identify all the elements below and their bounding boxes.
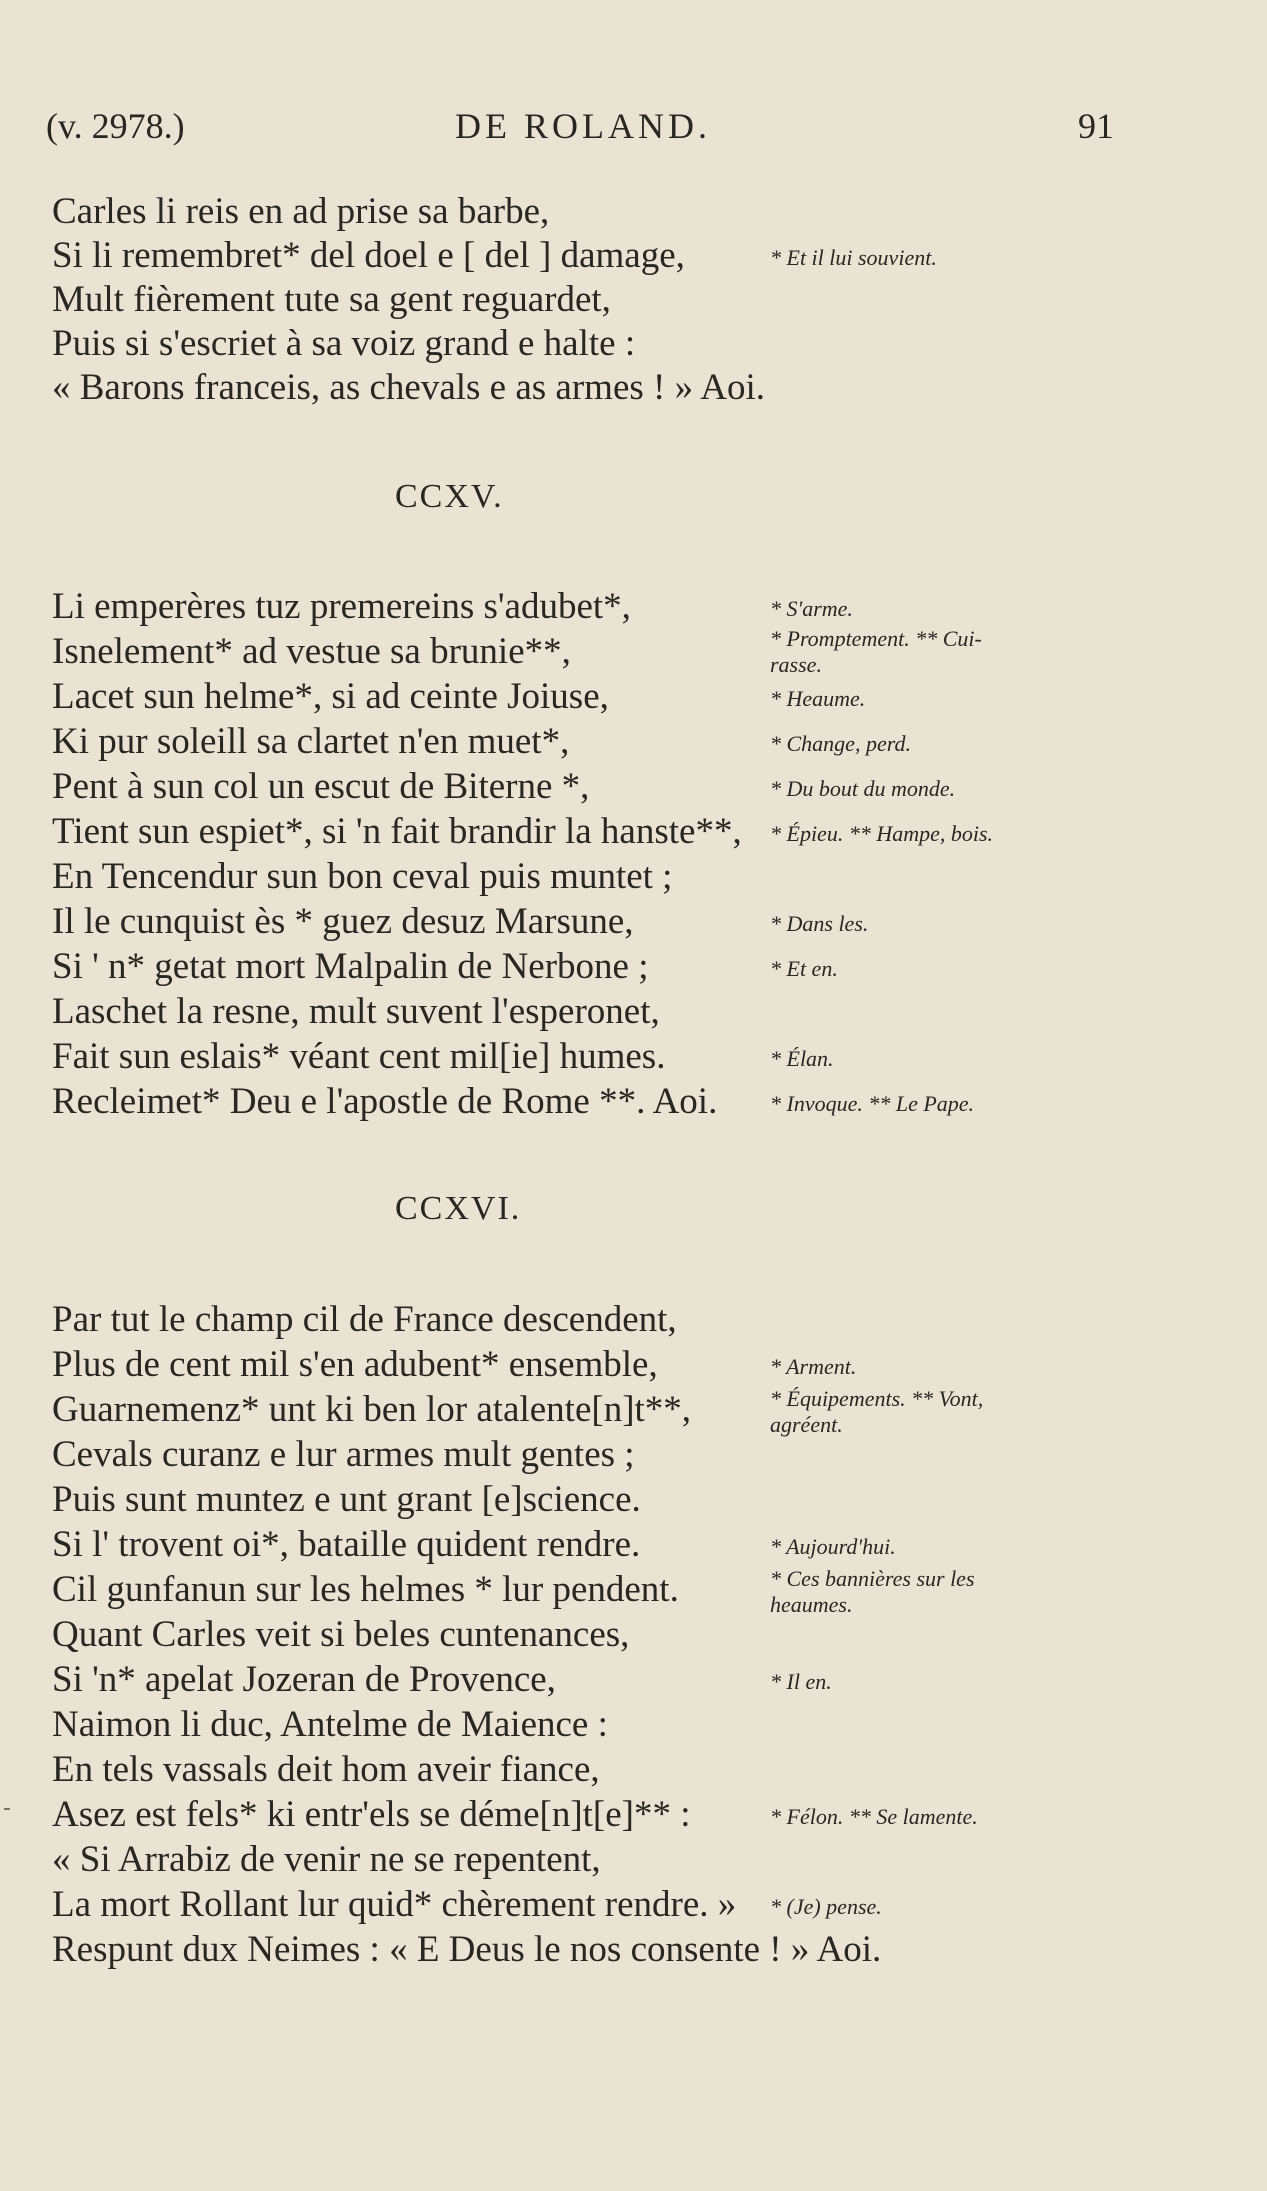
footnote: * Invoque. ** Le Pape. xyxy=(770,1091,975,1116)
verse-reference: (v. 2978.) xyxy=(46,106,185,146)
footnote: * Et en. xyxy=(770,956,838,981)
footnote: * Heaume. xyxy=(770,686,866,711)
verse-line: Tient sun espiet*, si 'n fait brandir la hanste**, xyxy=(52,811,742,852)
footnote: * S'arme. xyxy=(770,596,853,621)
verse-line: « Si Arrabiz de venir ne se repentent, xyxy=(52,1839,601,1880)
footnote: * Dans les. xyxy=(770,911,869,936)
verse-line: Pent à sun col un escut de Biterne *, xyxy=(52,766,590,807)
footnote: heaumes. xyxy=(770,1592,853,1617)
verse-line: Plus de cent mil s'en adubent* ensemble, xyxy=(52,1344,658,1385)
footnote: * Aujourd'hui. xyxy=(770,1534,896,1559)
footnote: * Et il lui souvient. xyxy=(770,245,937,270)
footnote: * Change, perd. xyxy=(770,731,911,756)
laisse-heading: CCXV. xyxy=(395,478,504,515)
footnote: * Équipements. ** Vont, xyxy=(770,1386,984,1411)
verse-line: Lacet sun helme*, si ad ceinte Joiuse, xyxy=(52,676,609,717)
verse-line: La mort Rollant lur quid* chèrement rendre. » xyxy=(52,1884,737,1925)
verse-line: « Barons franceis, as chevals e as armes ! » Aoi. xyxy=(52,367,766,408)
page-number: 91 xyxy=(1078,106,1114,146)
verse-line: Il le cunquist ès * guez desuz Marsune, xyxy=(52,901,634,942)
footnote: * Élan. xyxy=(770,1046,834,1071)
footnote: rasse. xyxy=(770,652,822,677)
footnote: * Il en. xyxy=(770,1669,832,1694)
verse-line: Isnelement* ad vestue sa brunie**, xyxy=(52,631,571,672)
verse-line: Recleimet* Deu e l'apostle de Rome **. Aoi. xyxy=(52,1081,718,1122)
footnote: * Du bout du monde. xyxy=(770,776,956,801)
verse-line: En Tencendur sun bon ceval puis muntet ; xyxy=(52,856,673,897)
verse-line: En tels vassals deit hom aveir fiance, xyxy=(52,1749,600,1790)
footnote: agréent. xyxy=(770,1412,843,1437)
verse-line: Laschet la resne, mult suvent l'esperonet, xyxy=(52,991,660,1032)
verse-line: Li emperères tuz premereins s'adubet*, xyxy=(52,586,631,627)
verse-line: Puis sunt muntez e unt grant [e]science. xyxy=(52,1479,641,1520)
footnote: * (Je) pense. xyxy=(770,1894,882,1919)
verse-line: Quant Carles veit si beles cuntenances, xyxy=(52,1614,630,1655)
verse-line: Si 'n* apelat Jozeran de Provence, xyxy=(52,1659,556,1700)
footnote: * Arment. xyxy=(770,1354,857,1379)
verse-line: Fait sun eslais* véant cent mil[ie] humes. xyxy=(52,1036,666,1077)
verse-line: Cevals curanz e lur armes mult gentes ; xyxy=(52,1434,635,1475)
verse-line: Guarnemenz* unt ki ben lor atalente[n]t**, xyxy=(52,1389,692,1430)
running-title: DE ROLAND. xyxy=(455,106,711,146)
verse-line: Si ' n* getat mort Malpalin de Nerbone ; xyxy=(52,946,649,987)
verse-line: Carles li reis en ad prise sa barbe, xyxy=(52,191,550,232)
laisse-heading: CCXVI. xyxy=(395,1190,522,1227)
verse-line: Mult fièrement tute sa gent reguardet, xyxy=(52,279,611,320)
footnote: * Promptement. ** Cui- xyxy=(770,626,982,651)
footnote: * Épieu. ** Hampe, bois. xyxy=(770,821,994,846)
verse-line: Puis si s'escriet à sa voiz grand e halte : xyxy=(52,323,636,364)
verse-line: Cil gunfanun sur les helmes * lur pendent. xyxy=(52,1569,679,1610)
verse-line: Naimon li duc, Antelme de Maience : xyxy=(52,1704,608,1745)
footnote: * Ces bannières sur les xyxy=(770,1566,975,1591)
footnote: * Félon. ** Se lamente. xyxy=(770,1804,978,1829)
verse-line: Par tut le champ cil de France descendent, xyxy=(52,1299,677,1340)
verse-line: Asez est fels* ki entr'els se déme[n]t[e]** : xyxy=(52,1794,691,1835)
verse-line: Ki pur soleill sa clartet n'en muet*, xyxy=(52,721,570,762)
margin-mark xyxy=(4,1808,10,1810)
verse-line: Si l' trovent oi*, bataille quident rendre. xyxy=(52,1524,641,1565)
verse-line: Si li remembret* del doel e [ del ] damage, xyxy=(52,235,685,276)
verse-line: Respunt dux Neimes : « E Deus le nos consente ! » Aoi. xyxy=(52,1929,882,1970)
